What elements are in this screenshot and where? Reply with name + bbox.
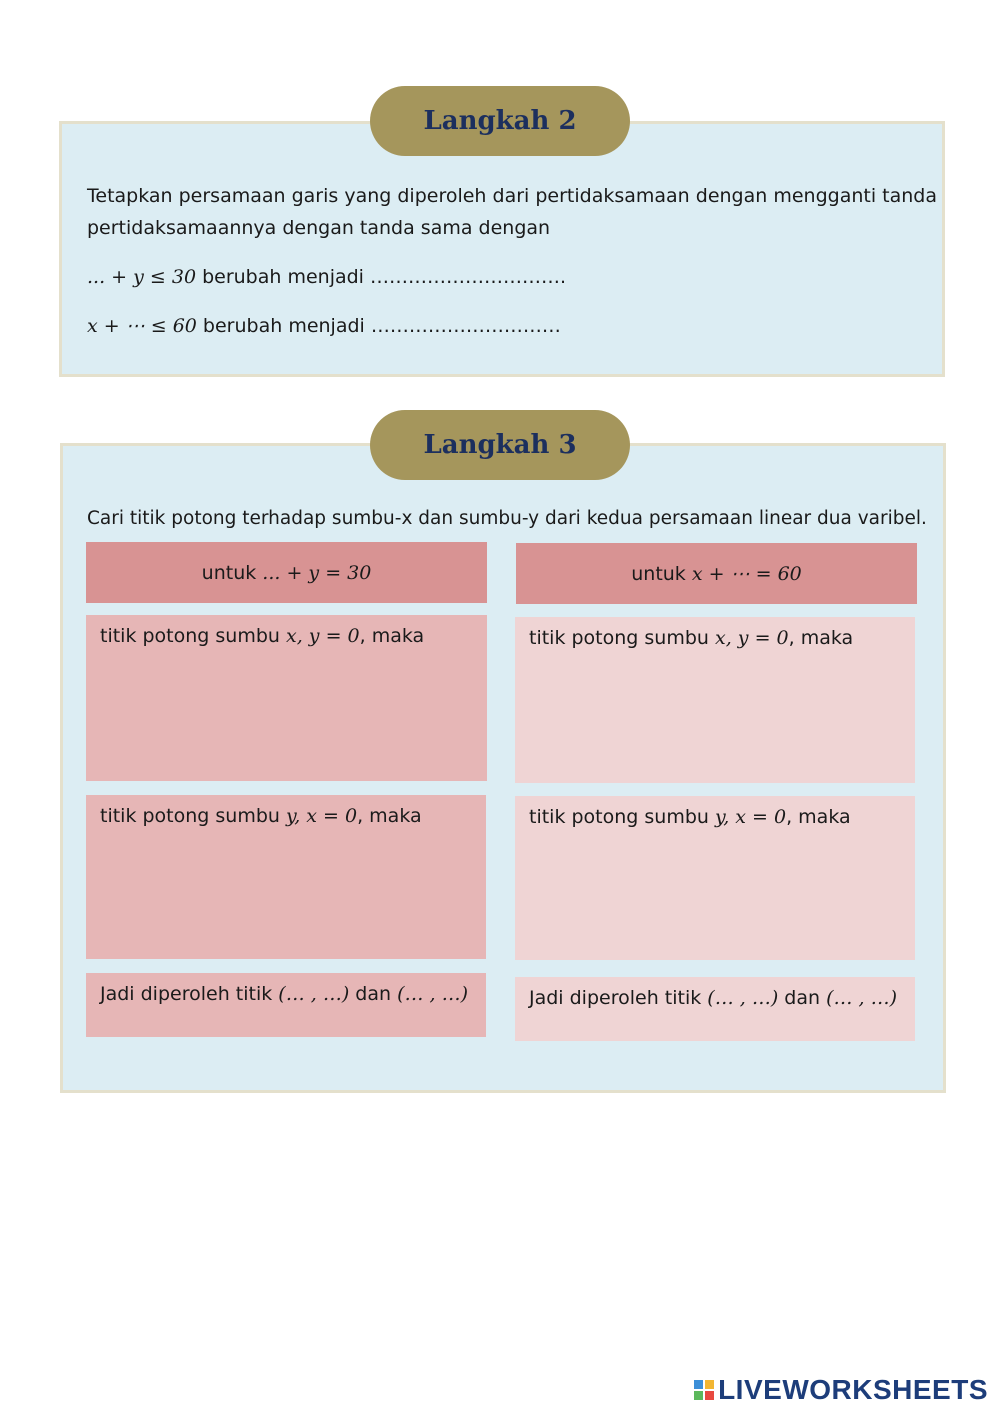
right-header-cell [516, 543, 917, 604]
right-y-intercept-suffix: , maka [786, 806, 851, 828]
left-x-intercept-text [100, 625, 424, 647]
left-result-label: Jadi diperoleh titik [100, 983, 279, 1005]
step2-equation-2-math: x + ⋯ ≤ 60 [87, 315, 197, 337]
left-y-intercept-text [100, 805, 422, 827]
left-result-cell[interactable] [86, 973, 486, 1037]
right-header-label: untuk [631, 562, 686, 585]
right-y-intercept-cell[interactable] [515, 796, 915, 960]
step2-title: Langkah 2 [370, 86, 630, 156]
step2-equation-2 [87, 310, 561, 342]
step2-equation-1-answer-blank[interactable]: berubah menjadi …………………………. [196, 266, 567, 288]
step3-title: Langkah 3 [370, 410, 630, 480]
right-header-math: x + ⋯ = 60 [691, 562, 802, 585]
brand-text: LIVEWORKSHEETS [718, 1374, 988, 1405]
right-result-text [529, 987, 897, 1009]
right-x-intercept-text [529, 627, 853, 649]
right-result-label: Jadi diperoleh titik [529, 987, 708, 1009]
left-y-intercept-cell[interactable] [86, 795, 486, 959]
left-header-math: ... + y = 30 [262, 561, 372, 584]
right-result-point-1: (… , …) [707, 987, 779, 1009]
right-x-intercept-math: x, y = 0 [715, 627, 789, 649]
right-y-intercept-math: y, x = 0 [715, 806, 787, 828]
left-result-point-1: (… , …) [278, 983, 350, 1005]
right-x-intercept-label: titik potong sumbu [529, 627, 715, 649]
liveworksheets-logo-icon [694, 1380, 714, 1400]
left-header-cell [86, 542, 487, 603]
right-result-cell[interactable] [515, 977, 915, 1041]
step2-equation-1-math: ... + y ≤ 30 [87, 266, 197, 288]
left-y-intercept-suffix: , maka [357, 805, 422, 827]
right-x-intercept-cell[interactable] [515, 617, 915, 783]
liveworksheets-brand [694, 1374, 988, 1406]
left-x-intercept-math: x, y = 0 [286, 625, 360, 647]
left-x-intercept-suffix: , maka [359, 625, 425, 647]
left-result-text [100, 983, 468, 1005]
left-y-intercept-label: titik potong sumbu [100, 805, 286, 827]
step2-equation-1 [87, 261, 566, 293]
step3-instruction: Cari titik potong terhadap sumbu-x dan sumbu-y dari kedua persamaan linear dua varibel. [87, 508, 927, 529]
step2-instruction-line2: pertidaksamaannya dengan tanda sama dengan [87, 217, 551, 239]
left-y-intercept-math: y, x = 0 [286, 805, 358, 827]
step2-equation-2-answer-blank[interactable]: berubah menjadi ………………………… [196, 315, 561, 337]
left-header-label: untuk [201, 561, 257, 584]
step2-instruction-line1: Tetapkan persamaan garis yang diperoleh dari pertidaksamaan dengan mengganti tanda [87, 185, 937, 207]
right-y-intercept-label: titik potong sumbu [529, 806, 715, 828]
right-y-intercept-text [529, 806, 851, 828]
left-x-intercept-cell[interactable] [86, 615, 487, 781]
right-x-intercept-suffix: , maka [788, 627, 854, 649]
left-result-and: dan [349, 983, 398, 1005]
left-result-point-2: (… , …) [397, 983, 469, 1005]
right-result-and: dan [778, 987, 827, 1009]
right-result-point-2: (… , …) [826, 987, 898, 1009]
left-x-intercept-label: titik potong sumbu [100, 625, 286, 647]
